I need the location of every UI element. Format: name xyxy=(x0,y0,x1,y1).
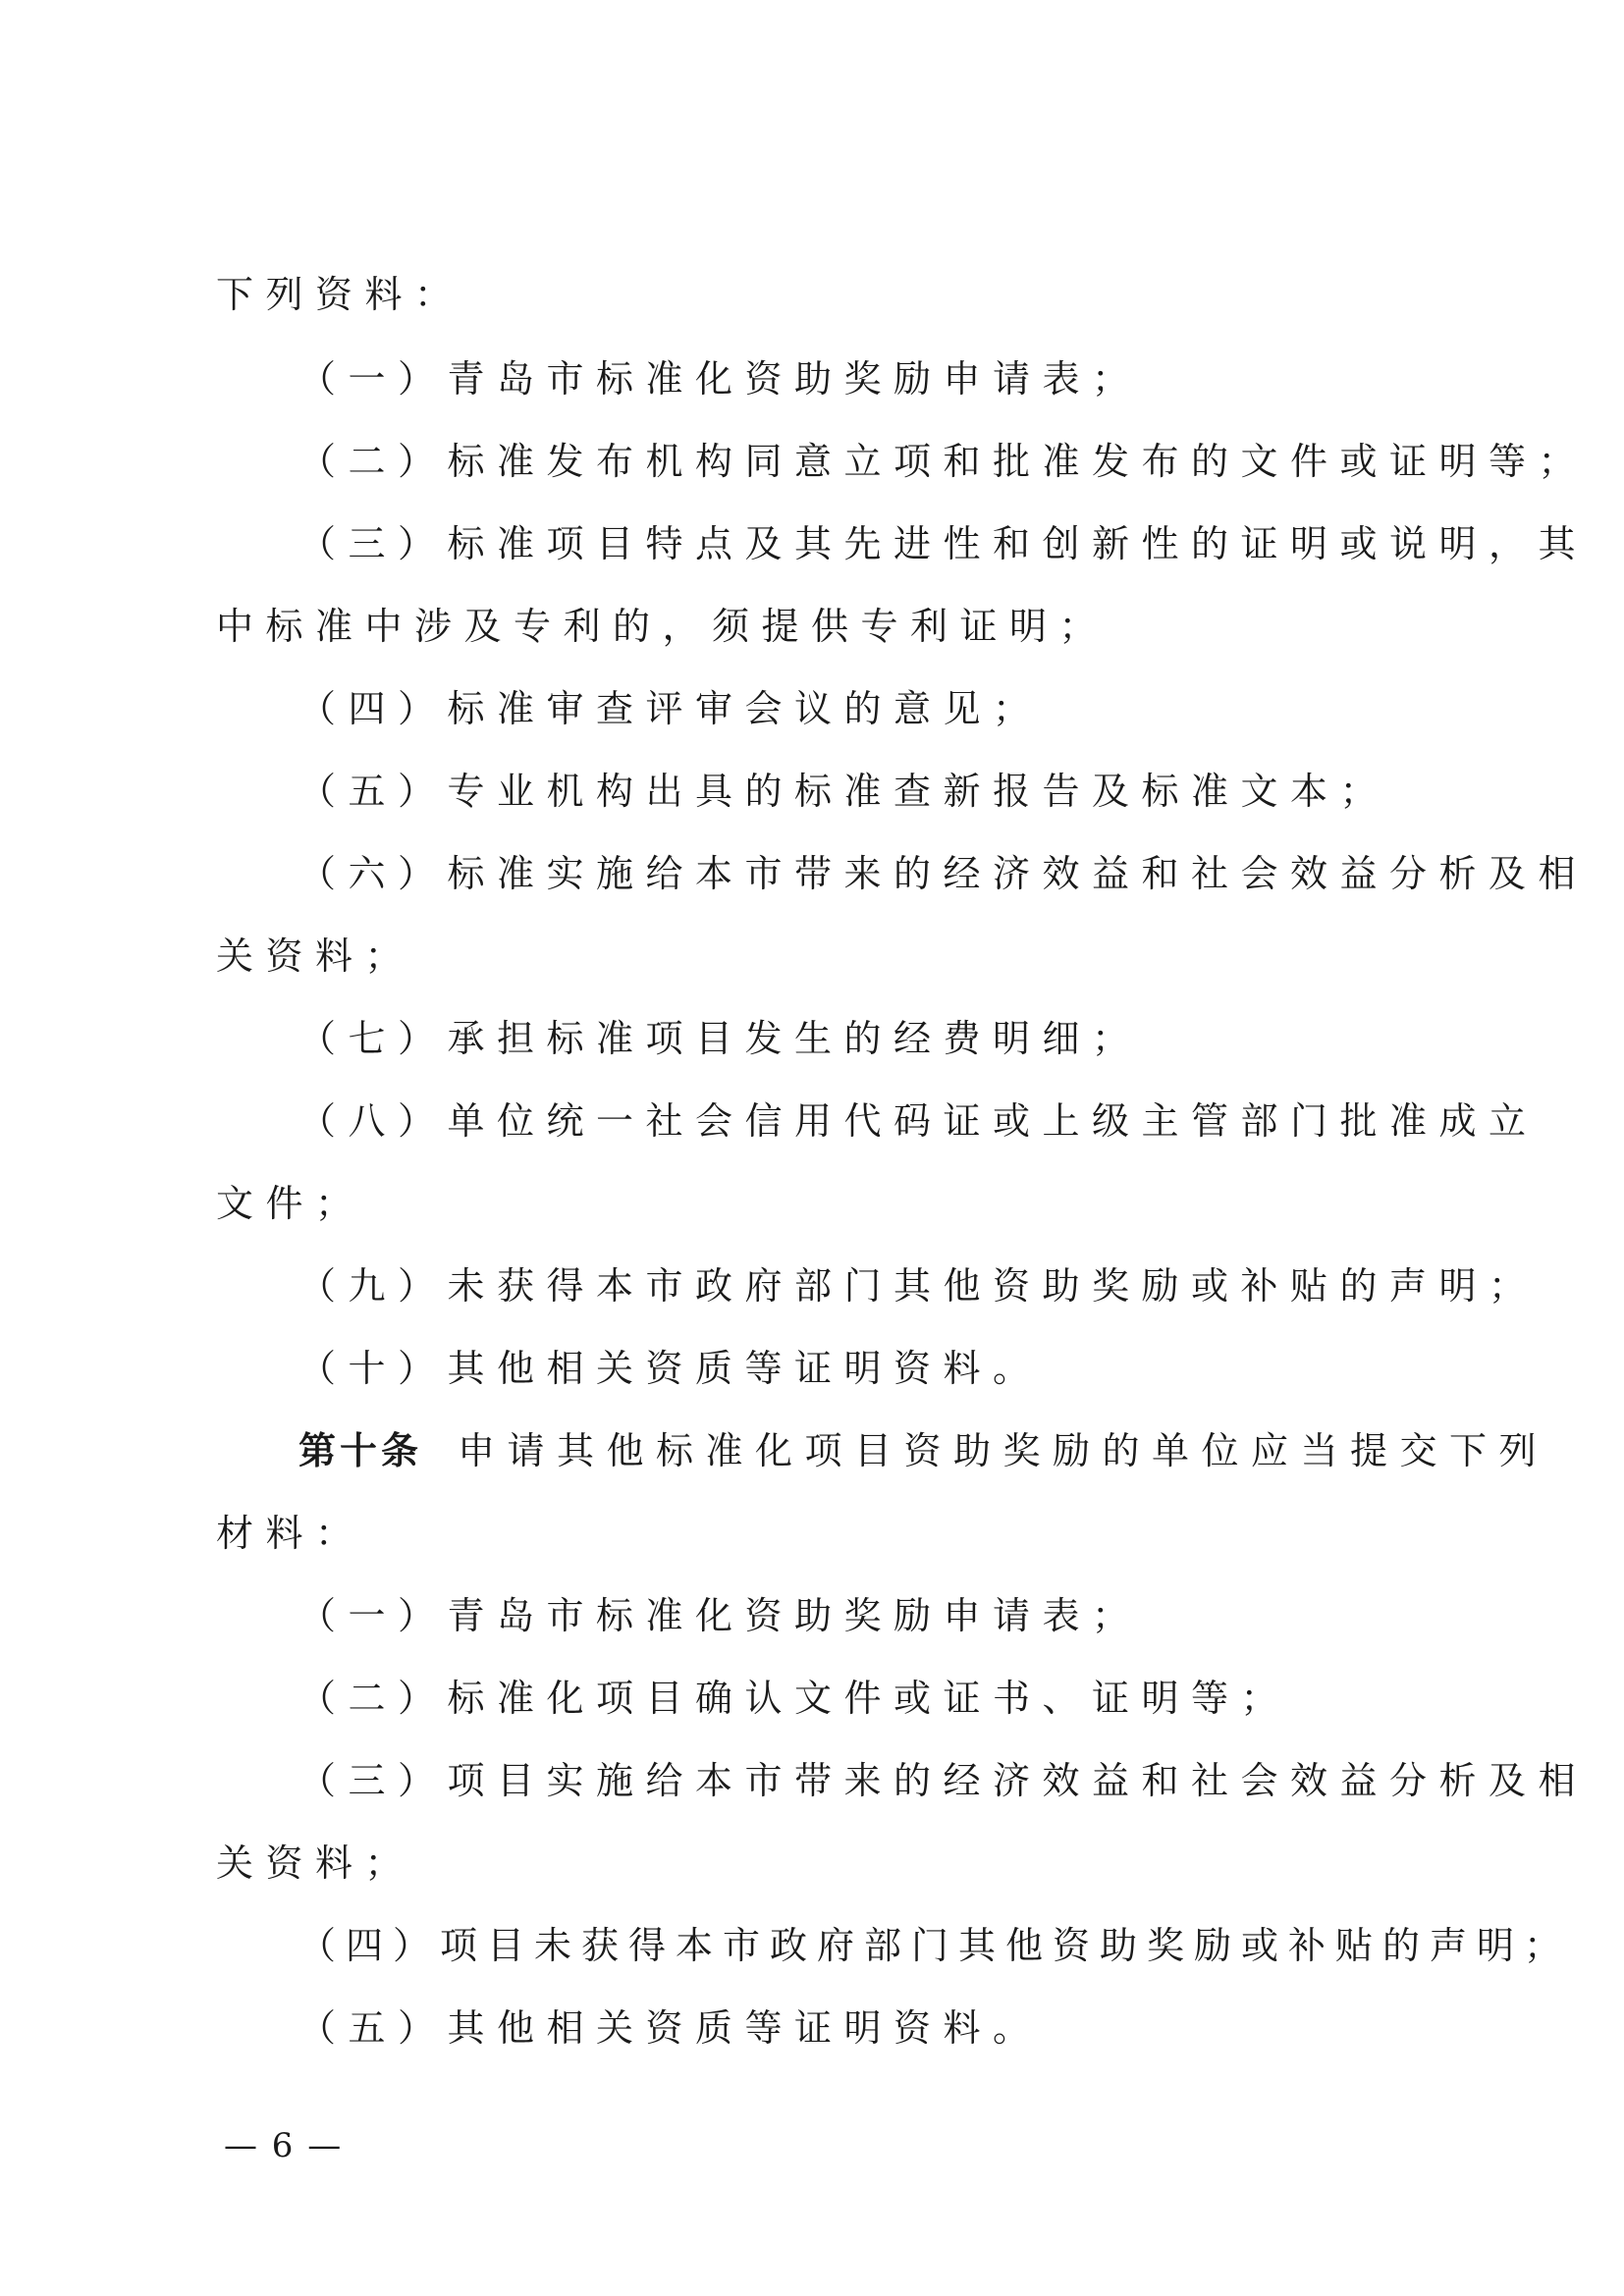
list-item: （九）未获得本市政府部门其他资助奖励或补贴的声明； xyxy=(298,1264,1539,1308)
list-item: （一）青岛市标准化资助奖励申请表； xyxy=(298,357,1142,400)
list-item-continuation: 中标准中涉及专利的，须提供专利证明； xyxy=(216,605,1110,648)
list-item-continuation: 文件； xyxy=(216,1182,365,1225)
list-item-continuation: 关资料； xyxy=(216,934,415,978)
list-item: （六）标准实施给本市带来的经济效益和社会效益分析及相 xyxy=(298,852,1589,895)
list-item: （二）标准化项目确认文件或证书、证明等； xyxy=(298,1677,1291,1720)
article-label: 第十条 xyxy=(298,1429,423,1472)
article-text: 申请其他标准化项目资助奖励的单位应当提交下列 xyxy=(458,1429,1549,1472)
list-item: （一）青岛市标准化资助奖励申请表； xyxy=(298,1594,1142,1637)
page-number: — 6 — xyxy=(224,2126,344,2165)
list-item-continuation: 关资料； xyxy=(216,1842,415,1885)
list-item: （四）项目未获得本市政府部门其他资助奖励或补贴的声明； xyxy=(298,1924,1572,1967)
list-item: （五）专业机构出具的标准查新报告及标准文本； xyxy=(298,770,1390,813)
list-item: （七）承担标准项目发生的经费明细； xyxy=(298,1017,1142,1060)
article-paragraph xyxy=(298,1427,1624,1474)
article-paragraph-continuation: 材料： xyxy=(216,1512,365,1555)
list-item: （三）标准项目特点及其先进性和创新性的证明或说明，其 xyxy=(298,522,1589,565)
list-item: （四）标准审查评审会议的意见； xyxy=(298,687,1043,730)
list-item: （五）其他相关资质等证明资料。 xyxy=(298,2006,1043,2050)
paragraph-line: 下列资料： xyxy=(216,273,464,316)
list-item: （十）其他相关资质等证明资料。 xyxy=(298,1347,1043,1390)
list-item: （八）单位统一社会信用代码证或上级主管部门批准成立 xyxy=(298,1099,1539,1143)
list-item: （三）项目实施给本市带来的经济效益和社会效益分析及相 xyxy=(298,1759,1589,1802)
list-item: （二）标准发布机构同意立项和批准发布的文件或证明等； xyxy=(298,440,1589,483)
